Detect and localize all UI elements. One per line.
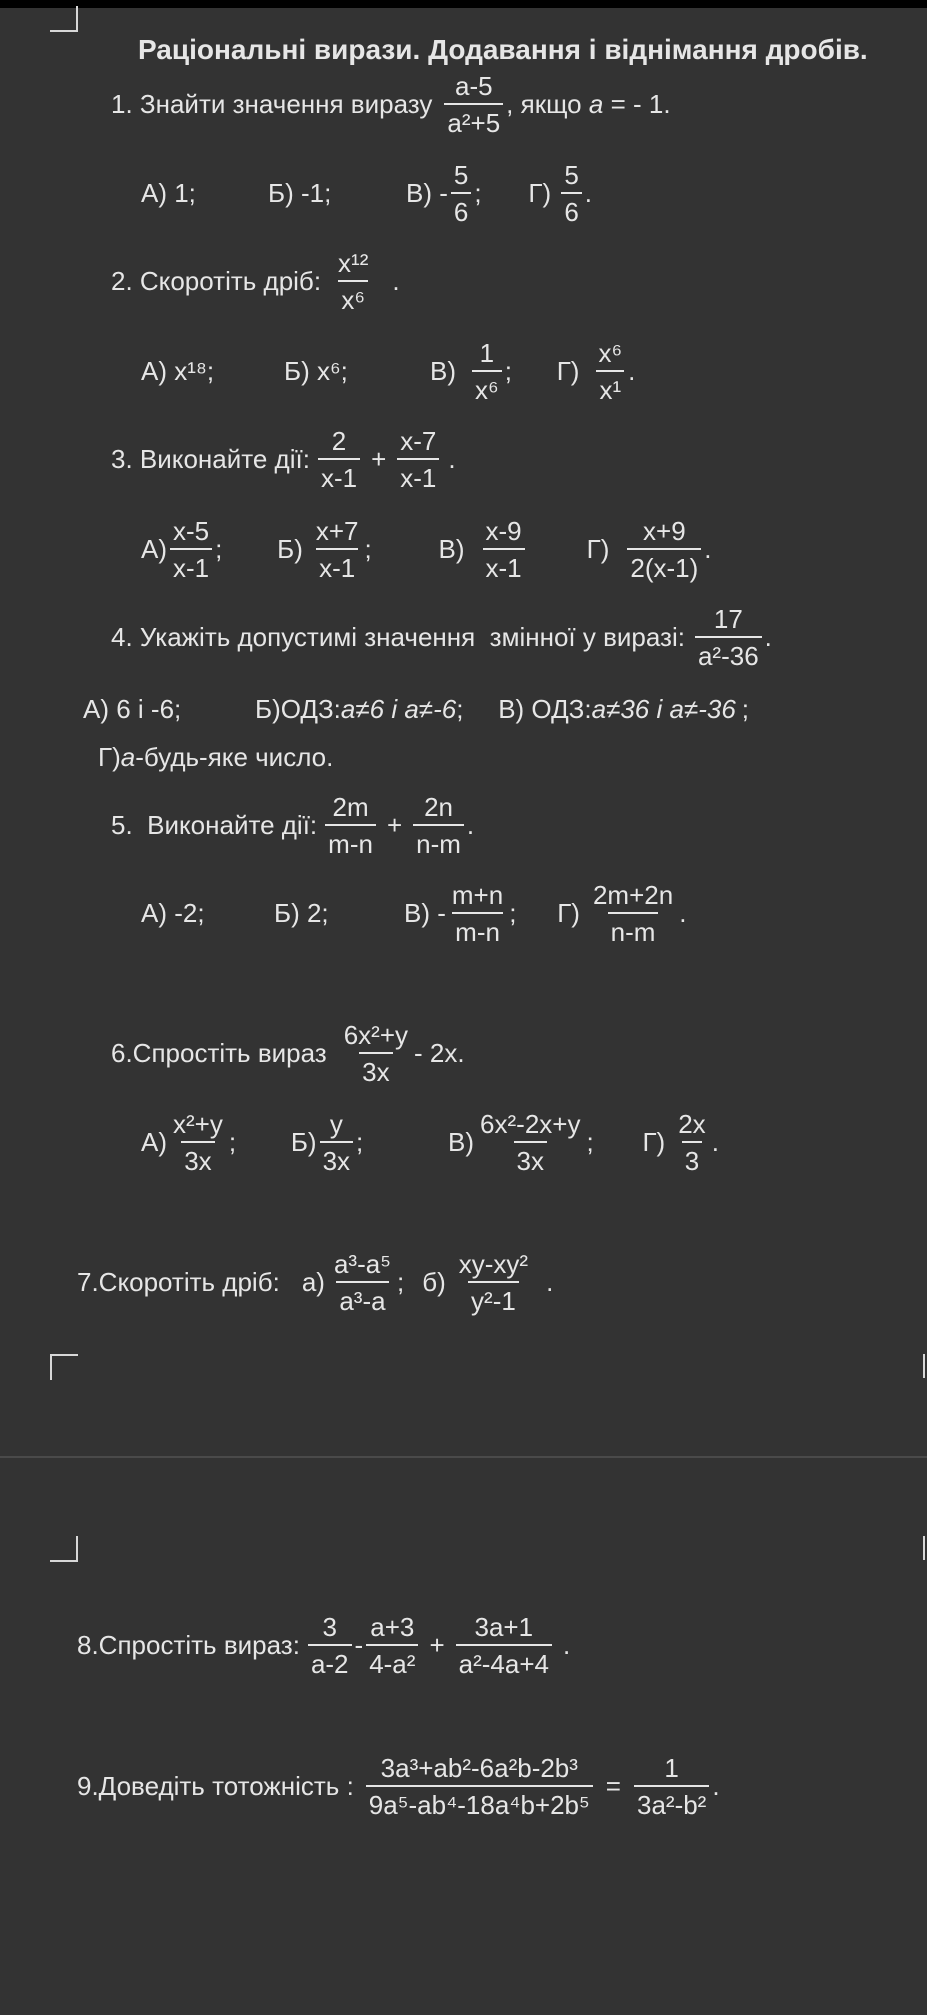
q7-part-b-num: xy-xy² [458,1248,529,1279]
q5-operator: + [386,810,403,840]
q8-fraction-3 [456,1611,552,1679]
question-1-label: 1. Знайти значення виразу [111,89,433,119]
q8-operator-1: - [354,1630,364,1660]
q8-suffix: . [562,1630,571,1660]
question-6 [111,1020,465,1086]
q6-option-a-suffix: ; [228,1127,237,1157]
q1-option-c-num: 5 [453,159,469,190]
question-3 [111,426,456,492]
q3-option-d-den: 2(x-1) [627,548,701,581]
q5-options [141,880,686,946]
q9-equals: = [605,1771,621,1801]
q1-num: a-5 [455,70,493,101]
q2-den: x⁶ [338,280,368,313]
q4-options-row-2 [98,742,333,772]
q7-part-a-suffix: ; [396,1267,405,1297]
q7-part-b-label: б) [422,1267,446,1297]
q3-option-c-fraction [483,515,525,583]
q6-option-d-den: 3 [682,1141,702,1174]
q2-option-c-suffix: ; [504,356,512,386]
q6-option-a-den: 3x [181,1141,214,1174]
q1-cond-var: a [588,89,604,119]
question-6-label: 6.Спростіть вираз [111,1038,327,1068]
q3-option-c-prefix: В) [438,534,465,564]
q2-option-d-den: x¹ [596,370,624,403]
q1-fraction [444,70,503,138]
q6-option-c-suffix: ; [586,1127,594,1157]
crop-mark-top-left [50,6,78,32]
q1-cond-word: якщо [513,89,589,119]
q5-suffix: . [466,810,475,840]
question-4 [111,604,772,670]
q2-num: x¹² [338,247,369,278]
q3-option-d-prefix: Г) [586,534,610,564]
q4-option-b-suffix: ; [456,694,464,724]
q1-option-d-den: 6 [561,192,581,225]
q7-part-b-den: y²-1 [468,1281,519,1314]
q6-option-d-prefix: Г) [642,1127,666,1157]
crop-mark-page1-right [923,1354,927,1378]
q6-option-b-den: 3x [320,1141,353,1174]
q6-option-a-prefix: А) [141,1127,167,1157]
q6-option-c-fraction [477,1108,583,1176]
q8-f2-num: a+3 [370,1611,415,1642]
page-break [0,1456,927,1458]
q5-option-d-suffix: . [679,898,687,928]
q5-option-d-den: n-m [608,912,659,945]
q5-option-a: А) -2; [141,898,205,928]
q3-option-a-prefix: А) [141,534,167,564]
q2-suffix: . [392,266,400,296]
q6-option-d-num: 2x [678,1108,706,1139]
q3-option-b-den: x-1 [316,548,358,581]
q2-option-d-num: x⁶ [598,337,623,368]
q2-option-c-num: 1 [479,337,495,368]
q5-option-c-fraction [449,879,506,947]
q3-options [141,516,712,582]
q1-option-d-num: 5 [564,159,579,190]
q1-option-a: А) 1; [141,178,196,208]
q6-fraction [341,1019,411,1087]
q4-option-b-prefix: Б)ОДЗ: [255,694,341,724]
q7-suffix: . [546,1267,554,1297]
crop-mark-page2-top-left [50,1536,78,1562]
q7-part-b-fraction [456,1248,531,1316]
q8-f3-num: 3a+1 [474,1611,534,1642]
q1-option-b: Б) -1; [268,178,332,208]
q8-operator-2: + [429,1630,445,1660]
q2-option-d-suffix: . [628,356,636,386]
question-9 [77,1753,720,1819]
q6-option-d-fraction [675,1108,708,1176]
q7-part-a-num: a³-a⁵ [333,1248,391,1279]
q3-fraction-2 [397,425,439,493]
q7-part-a-fraction [331,1248,394,1316]
q9-right-num: 1 [664,1752,679,1783]
q1-options [141,160,592,226]
q3-suffix: . [448,444,456,474]
q3-option-d-suffix: . [704,534,712,564]
q5-option-c-prefix: В) - [404,898,446,928]
q3-operator: + [371,444,387,474]
q3-option-b-fraction [313,515,362,583]
q1-option-c-den: 6 [451,192,471,225]
q3-option-d-fraction [627,515,701,583]
q2-option-b: Б) x⁶; [284,356,348,386]
q4-option-c-condition: a≠36 і a≠-36 [591,694,736,724]
q6-option-a-fraction [170,1108,226,1176]
q4-option-c-suffix: ; [741,694,750,724]
page-title: Раціональні вирази. Додавання і віднімання дробів. [138,34,868,65]
q4-fraction [695,603,762,671]
question-3-label: 3. Виконайте дії: [111,444,310,474]
q6-option-b-suffix: ; [356,1127,364,1157]
question-7 [77,1249,553,1315]
q2-option-c-den: x⁶ [472,370,502,403]
q3-option-b-suffix: ; [364,534,372,564]
q2-option-c-prefix: В) [430,356,456,386]
q3-option-a-suffix: ; [215,534,223,564]
q5-option-d-fraction [590,879,676,947]
q6-options [141,1109,719,1175]
q3-option-b-num: x+7 [315,515,359,546]
q5-option-c-num: m+n [451,879,504,910]
q2-option-d-fraction [595,337,625,405]
q5-option-d-prefix: Г) [557,898,580,928]
q4-suffix: . [764,622,772,652]
q9-left-num: 3a³+ab²-6a²b-2b³ [380,1752,578,1783]
question-1 [111,71,671,137]
q1-option-d-fraction [561,159,581,227]
q2-fraction [335,247,371,315]
q4-num: 17 [713,603,743,634]
q6-suffix: - 2x. [414,1038,465,1068]
q9-right-den: 3a²-b² [634,1785,709,1818]
q1-option-d-prefix: Г) [528,178,559,208]
q3-f2-num: x-7 [400,425,437,456]
q4-option-a: А) 6 і -6; [83,694,182,724]
q5-f1-den: m-n [325,824,376,857]
q3-option-b-prefix: Б) [277,534,303,564]
q1-den: a²+5 [444,103,503,136]
q6-option-c-den: 3x [514,1141,547,1174]
q4-option-d-prefix: Г) [98,742,121,772]
q9-left-den: 9a⁵-ab⁴-18a⁴b+2b⁵ [366,1785,593,1818]
q1-option-c-suffix: ; [474,178,482,208]
q4-option-d-text: -будь-яке число. [135,742,334,772]
q5-f2-num: 2n [424,791,453,822]
q5-option-c-den: m-n [452,912,503,945]
q6-num: 6x²+y [343,1019,409,1050]
q4-den: a²-36 [695,636,762,669]
q6-option-c-prefix: В) [448,1127,475,1157]
q4-option-d-var: a [120,742,136,772]
q2-option-c-fraction [472,337,502,405]
q6-option-b-num: y [329,1108,343,1139]
question-5 [111,792,474,858]
q2-options [141,338,635,404]
q5-f2-den: n-m [413,824,464,857]
q8-f1-num: 3 [322,1611,337,1642]
q3-option-c-num: x-9 [485,515,522,546]
q8-f1-den: a-2 [308,1644,352,1677]
q5-option-d-num: 2m+2n [592,879,674,910]
q2-option-a: А) x¹⁸; [141,356,215,386]
q9-left-fraction [366,1752,593,1820]
q4-option-b-condition: a≠6 і a≠-6 [340,694,457,724]
question-8-label: 8.Спростіть вираз: [77,1630,300,1660]
top-bar [0,0,927,8]
q8-f2-den: 4-a² [366,1644,418,1677]
q4-option-c-prefix: В) ОДЗ: [498,694,592,724]
q5-f1-num: 2m [332,791,369,822]
q2-option-d-prefix: Г) [556,356,580,386]
q3-f1-num: 2 [331,425,347,456]
q1-cond-rest: = - 1. [603,89,671,119]
q3-f1-den: x-1 [318,458,360,491]
q9-suffix: . [712,1771,720,1801]
q1-option-c-fraction [451,159,471,227]
q8-fraction-2 [366,1611,418,1679]
q3-option-a-den: x-1 [170,548,212,581]
q6-den: 3x [359,1052,392,1085]
q8-fraction-1 [308,1611,352,1679]
q3-option-c-den: x-1 [483,548,525,581]
q6-option-c-num: 6x²-2x+y [480,1108,581,1139]
q3-option-a-fraction [170,515,212,583]
crop-mark-page2-right [923,1536,927,1560]
question-5-label: 5. Виконайте дії: [111,810,318,840]
crop-mark-page1-bottom [50,1354,78,1380]
q8-f3-den: a²-4a+4 [456,1644,552,1677]
q6-option-b-fraction [320,1108,353,1176]
question-2 [111,248,400,314]
question-4-label: 4. Укажіть допустимі значення змінної у виразі: [111,622,685,652]
q3-f2-den: x-1 [397,458,439,491]
q6-option-b-prefix: Б) [290,1127,317,1157]
q3-option-d-num: x+9 [643,515,686,546]
q5-option-c-suffix: ; [509,898,517,928]
q4-options-row-1 [83,694,749,724]
q7-part-a-label: а) [301,1267,325,1297]
q1-comma: , [506,89,514,119]
q3-option-a-num: x-5 [173,515,210,546]
q6-option-a-num: x²+y [173,1108,223,1139]
q5-option-b: Б) 2; [274,898,329,928]
question-7-label: 7.Скоротіть дріб: [77,1267,280,1297]
q3-fraction-1 [318,425,360,493]
q1-option-d-suffix: . [584,178,593,208]
question-2-label: 2. Скоротіть дріб: [111,266,322,296]
question-8 [77,1612,570,1678]
question-9-label: 9.Доведіть тотожність : [77,1771,354,1801]
q1-option-c-prefix: В) - [406,178,448,208]
q9-right-fraction [634,1752,709,1820]
q5-fraction-1 [325,791,376,859]
q5-fraction-2 [413,791,464,859]
q6-option-d-suffix: . [711,1127,719,1157]
q7-part-a-den: a³-a [336,1281,388,1314]
